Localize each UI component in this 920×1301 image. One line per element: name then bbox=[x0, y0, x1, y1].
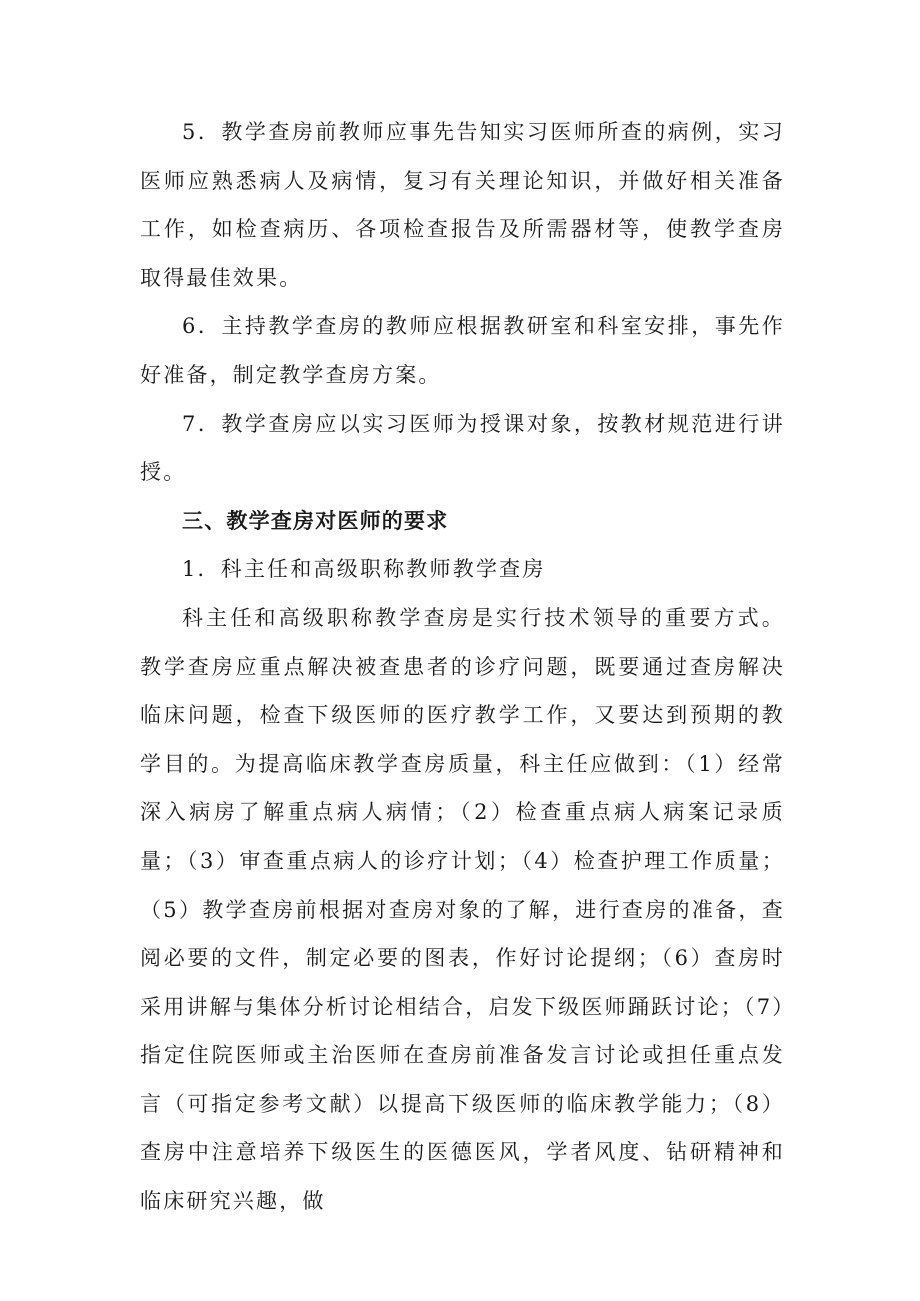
body-paragraph: 科主任和高级职称教学查房是实行技术领导的重要方式。教学查房应重点解决被查患者的诊疗问题，既要通过查房解决临床问题，检查下级医师的医疗教学工作，又要达到预期的教学目的。为提高临床教学查房质量，科主任应做到：（1）经常深入病房了解重点病人病情；（2）检查重点病人病案记录质量；（3）审查重点病人的诊疗计划；（4）检查护理工作质量；（5）教学查房前根据对查房对象的了解，进行查房的准备，查阅必要的文件，制定必要的图表，作好讨论提纲；（6）查房时采用讲解与集体分析讨论相结合，启发下级医师踊跃讨论；（7）指定住院医师或主治医师在查房前准备发言讨论或担任重点发言（可指定参考文献）以提高下级医师的临床教学能力；（8）查房中注意培养下级医生的医德医风，学者风度、钻研精神和临床研究兴趣，做 bbox=[140, 605, 785, 1214]
paragraph-item-5: 5．教学查房前教师应事先告知实习医师所查的病例，实习医师应熟悉病人及病情，复习有关理论知识，并做好相关准备工作，如检查病历、各项检查报告及所需器材等，使教学查房取得最佳效果。 bbox=[140, 120, 785, 290]
paragraph-item-6: 6．主持教学查房的教师应根据教研室和科室安排，事先作好准备，制定教学查房方案。 bbox=[140, 314, 785, 387]
section-heading: 三、教学查房对医师的要求 bbox=[182, 508, 449, 533]
paragraph-item-7: 7．教学查房应以实习医师为授课对象，按教材规范进行讲授。 bbox=[140, 411, 785, 485]
subsection-heading: 1．科主任和高级职称教师教学查房 bbox=[182, 557, 546, 582]
document-body bbox=[140, 108, 785, 1226]
